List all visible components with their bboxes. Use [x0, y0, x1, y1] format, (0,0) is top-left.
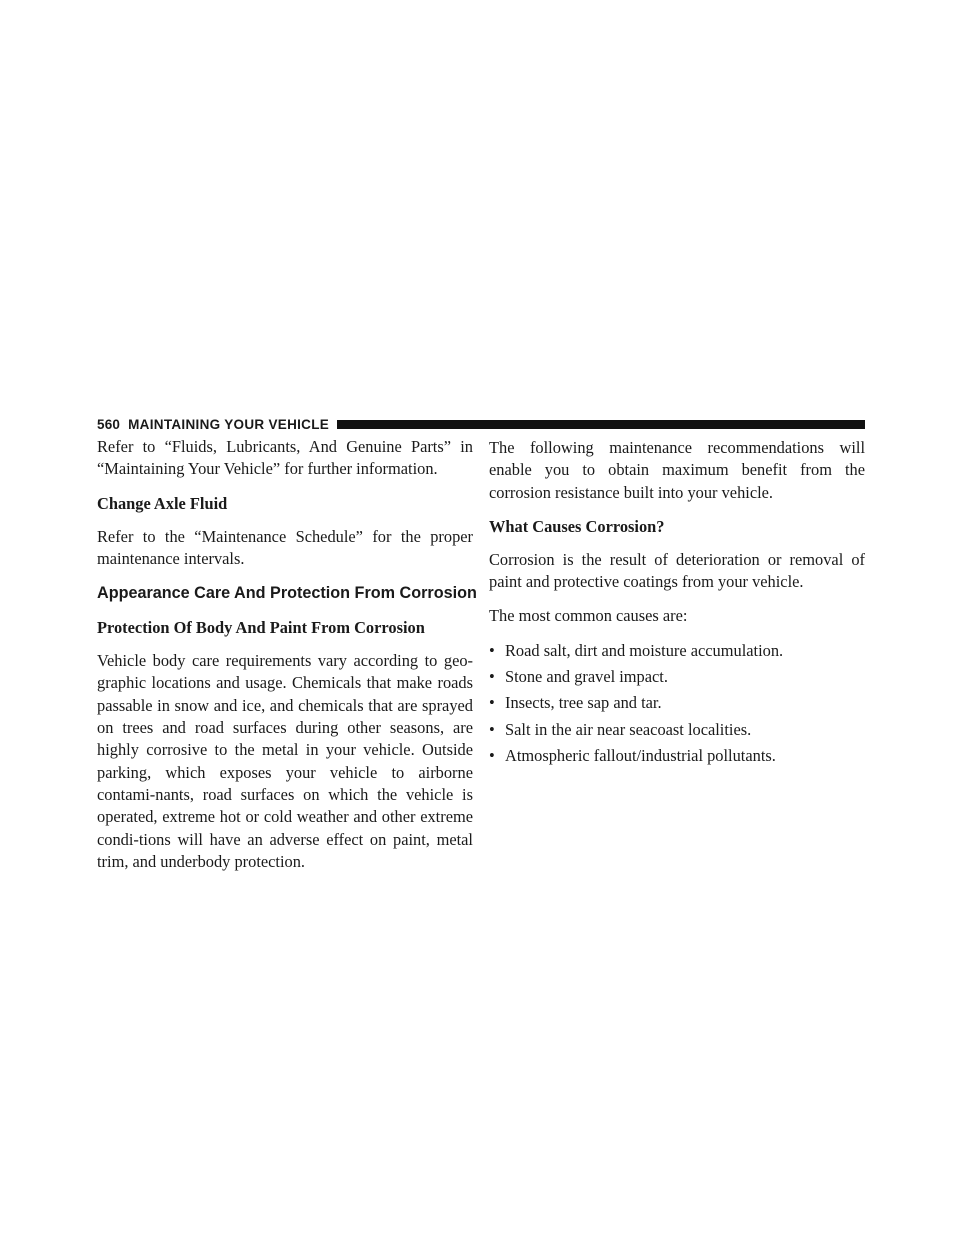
list-item: [489, 745, 865, 767]
bullet-icon: •: [489, 719, 495, 739]
causes-paragraph: Corrosion is the result of deterioration or removal of paint and protective coatings from your vehicle.: [489, 549, 865, 592]
common-causes-intro: The most common causes are:: [489, 606, 688, 626]
list-item-text: Atmospheric fallout/industrial pollutants.: [505, 745, 776, 765]
bullet-icon: •: [489, 640, 495, 660]
axle-fluid-heading: Change Axle Fluid: [97, 493, 228, 513]
list-item-text: Road salt, dirt and moisture accumulation.: [505, 640, 784, 660]
body-paint-paragraph: Vehicle body care requirements vary according to geo-graphic locations and usage. Chemicals that make roads passable in snow and ice, and chemicals that are sprayed on trees and road surfaces during other seasons, are highly corrosive to the metal in your vehicle. Outside parking, which exposes your vehicle to airborne contami-nants, road surfaces on which the vehicle is operated, extreme hot or cold weather and other extreme condi-tions will have an adverse effect on paint, metal trim, and underbody protection.: [97, 651, 473, 871]
list-item-text: Stone and gravel impact.: [505, 667, 668, 687]
list-item-text: Salt in the air near seacoast localities.: [505, 719, 752, 739]
causes-list: [489, 640, 865, 767]
page-header: [97, 414, 865, 434]
header-rule: [337, 420, 865, 429]
body-paint-heading: Protection Of Body And Paint From Corrosion: [97, 618, 425, 638]
left-column: [97, 436, 477, 885]
bullet-icon: •: [489, 667, 495, 687]
appearance-care-heading: Appearance Care And Protection From Corrosion: [97, 584, 477, 603]
list-item: [489, 666, 865, 688]
list-item-text: Insects, tree sap and tar.: [505, 693, 662, 713]
right-column: [489, 436, 865, 771]
causes-heading: What Causes Corrosion?: [489, 516, 665, 536]
list-item: [489, 719, 865, 741]
bullet-icon: •: [489, 745, 495, 765]
bullet-icon: •: [489, 693, 495, 713]
recommendations-paragraph: The following maintenance recommendations will enable you to obtain maximum benefit from the corrosion resistance built into your vehicle.: [489, 438, 865, 502]
intro-paragraph: Refer to “Fluids, Lubricants, And Genuine Parts” in “Maintaining Your Vehicle” for further information.: [97, 437, 473, 479]
axle-fluid-paragraph: Refer to the “Maintenance Schedule” for the proper maintenance intervals.: [97, 526, 473, 568]
page-number: 560: [97, 416, 121, 432]
list-item: [489, 640, 865, 662]
list-item: [489, 692, 865, 714]
section-title: MAINTAINING YOUR VEHICLE: [128, 416, 330, 432]
